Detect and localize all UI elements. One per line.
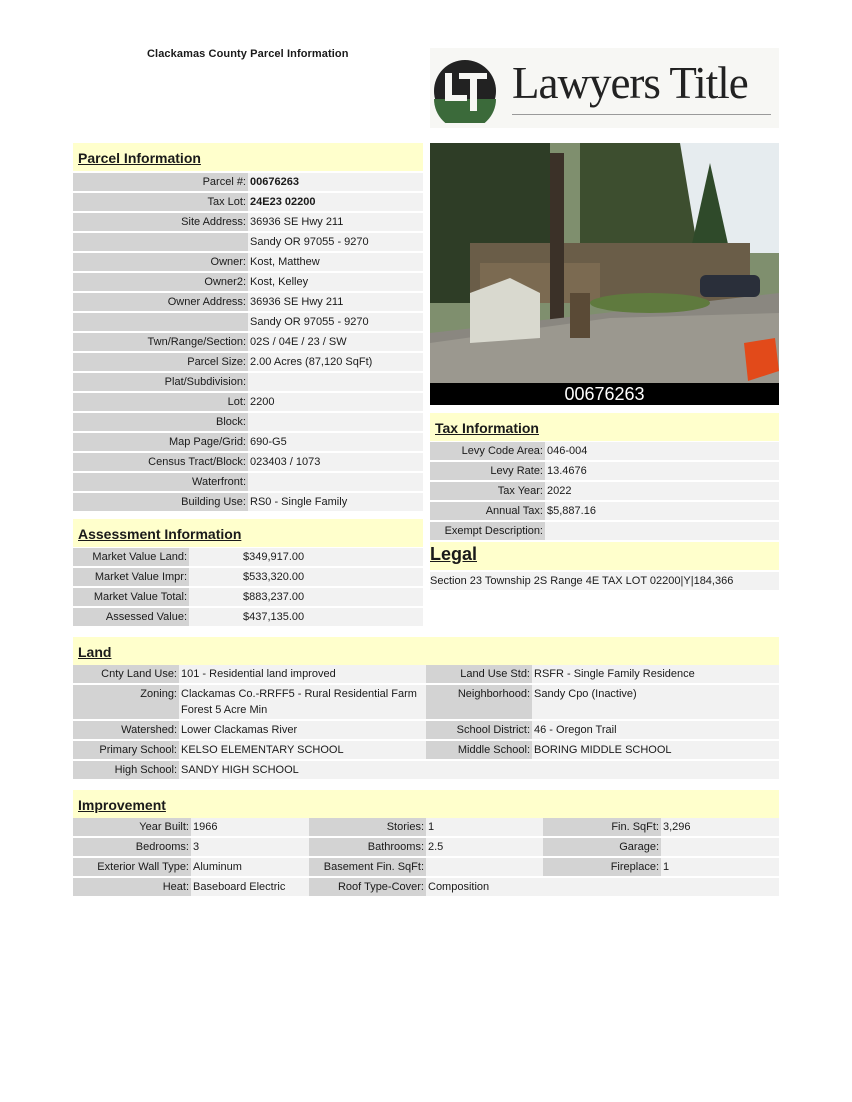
field-label: Waterfront: — [73, 473, 248, 491]
field-label: High School: — [73, 761, 179, 779]
field-label: Owner: — [73, 253, 248, 271]
field-label: Building Use: — [73, 493, 248, 511]
property-photo — [430, 143, 779, 405]
logo-wordmark: Lawyers Title — [512, 58, 748, 108]
field-value: Kost, Kelley — [248, 273, 423, 291]
field-value: Baseboard Electric — [191, 878, 309, 896]
field-value: $5,887.16 — [545, 502, 779, 520]
field-label: Site Address: — [73, 213, 248, 231]
field-value: 3 — [191, 838, 309, 856]
field-label: Fireplace: — [543, 858, 661, 876]
field-label: Owner Address: — [73, 293, 248, 311]
land-heading-text: Land — [78, 644, 112, 660]
field-value: 2.00 Acres (87,120 SqFt) — [248, 353, 423, 371]
field-value: BORING MIDDLE SCHOOL — [532, 741, 779, 759]
field-value: 023403 / 1073 — [248, 453, 423, 471]
assessment-info-heading-text: Assessment Information — [78, 526, 242, 542]
field-value: 24E23 02200 — [248, 193, 423, 211]
field-value: $349,917.00 — [189, 548, 423, 566]
field-value: 101 - Residential land improved — [179, 665, 426, 683]
field-label — [73, 313, 248, 331]
field-value: Sandy OR 97055 - 9270 — [248, 313, 423, 331]
field-label — [73, 233, 248, 251]
field-label: Owner2: — [73, 273, 248, 291]
field-label: Census Tract/Block: — [73, 453, 248, 471]
field-value: 13.4676 — [545, 462, 779, 480]
field-label: Exempt Description: — [430, 522, 545, 540]
field-value: RSFR - Single Family Residence — [532, 665, 779, 683]
field-label: Neighborhood: — [426, 685, 532, 719]
field-label: Stories: — [309, 818, 426, 836]
field-label: Year Built: — [73, 818, 191, 836]
legal-description: Section 23 Township 2S Range 4E TAX LOT 02200|Y|184,366 — [430, 572, 779, 590]
field-label: Fin. SqFt: — [543, 818, 661, 836]
field-value: Aluminum — [191, 858, 309, 876]
field-label: Tax Year: — [430, 482, 545, 500]
field-value: $437,135.00 — [189, 608, 423, 626]
field-label: Zoning: — [73, 685, 179, 719]
logo-underline — [512, 114, 771, 115]
field-value: 00676263 — [248, 173, 423, 191]
field-value: 2.5 — [426, 838, 544, 856]
field-label: Parcel Size: — [73, 353, 248, 371]
field-value — [661, 838, 779, 856]
field-value — [545, 522, 779, 540]
field-label: Block: — [73, 413, 248, 431]
legal-heading-text: Legal — [430, 544, 478, 564]
field-value: Lower Clackamas River — [179, 721, 426, 739]
field-label: Exterior Wall Type: — [73, 858, 191, 876]
field-value — [248, 413, 423, 431]
field-value: Composition — [426, 878, 779, 896]
field-value — [248, 373, 423, 391]
field-label: Market Value Land: — [73, 548, 189, 566]
field-label: Assessed Value: — [73, 608, 189, 626]
field-value: RS0 - Single Family — [248, 493, 423, 511]
field-label: Plat/Subdivision: — [73, 373, 248, 391]
field-value: 36936 SE Hwy 211 — [248, 293, 423, 311]
field-value: 36936 SE Hwy 211 — [248, 213, 423, 231]
field-value: 1 — [661, 858, 779, 876]
field-label: Annual Tax: — [430, 502, 545, 520]
field-value: Kost, Matthew — [248, 253, 423, 271]
field-value: Sandy Cpo (Inactive) — [532, 685, 779, 719]
field-value — [426, 858, 544, 876]
parcel-info-heading — [73, 143, 423, 171]
field-value: 2200 — [248, 393, 423, 411]
field-label: Tax Lot: — [73, 193, 248, 211]
report-title: Clackamas County Parcel Information — [147, 48, 349, 60]
house-photo-icon — [430, 143, 779, 405]
field-label: Bedrooms: — [73, 838, 191, 856]
field-value: KELSO ELEMENTARY SCHOOL — [179, 741, 426, 759]
field-label: Twn/Range/Section: — [73, 333, 248, 351]
field-label: Parcel #: — [73, 173, 248, 191]
field-label: Land Use Std: — [426, 665, 532, 683]
field-label: Market Value Total: — [73, 588, 189, 606]
legal-heading — [430, 542, 779, 570]
field-label: Levy Rate: — [430, 462, 545, 480]
improvement-heading-text: Improvement — [78, 797, 166, 813]
field-value: 46 - Oregon Trail — [532, 721, 779, 739]
field-value: $883,237.00 — [189, 588, 423, 606]
photo-caption: 00676263 — [430, 383, 779, 405]
field-label: Lot: — [73, 393, 248, 411]
improvement-heading — [73, 790, 779, 818]
field-label: Basement Fin. SqFt: — [309, 858, 426, 876]
field-label: Watershed: — [73, 721, 179, 739]
lt-logo-mark-icon — [433, 59, 497, 123]
field-label: Map Page/Grid: — [73, 433, 248, 451]
parcel-info-heading-text: Parcel Information — [78, 150, 201, 166]
field-label: Heat: — [73, 878, 191, 896]
land-heading — [73, 637, 779, 665]
field-label: Cnty Land Use: — [73, 665, 179, 683]
field-value: 1966 — [191, 818, 309, 836]
field-value: 2022 — [545, 482, 779, 500]
field-label: Bathrooms: — [309, 838, 426, 856]
field-value — [248, 473, 423, 491]
field-label: Garage: — [543, 838, 661, 856]
field-value: 3,296 — [661, 818, 779, 836]
field-value: SANDY HIGH SCHOOL — [179, 761, 779, 779]
field-label: Middle School: — [426, 741, 532, 759]
field-label: Market Value Impr: — [73, 568, 189, 586]
field-value: 02S / 04E / 23 / SW — [248, 333, 423, 351]
tax-info-heading-text: Tax Information — [435, 420, 539, 436]
field-label: Primary School: — [73, 741, 179, 759]
field-value: Sandy OR 97055 - 9270 — [248, 233, 423, 251]
field-value: $533,320.00 — [189, 568, 423, 586]
field-label: School District: — [426, 721, 532, 739]
field-label: Levy Code Area: — [430, 442, 545, 460]
field-value: 046-004 — [545, 442, 779, 460]
lawyers-title-logo — [430, 48, 779, 128]
field-label: Roof Type-Cover: — [309, 878, 426, 896]
tax-info-heading — [430, 413, 779, 441]
field-value: Clackamas Co.-RRFF5 - Rural Residential Farm Forest 5 Acre Min — [179, 685, 426, 719]
field-value: 690-G5 — [248, 433, 423, 451]
field-value: 1 — [426, 818, 544, 836]
assessment-info-heading — [73, 519, 423, 547]
